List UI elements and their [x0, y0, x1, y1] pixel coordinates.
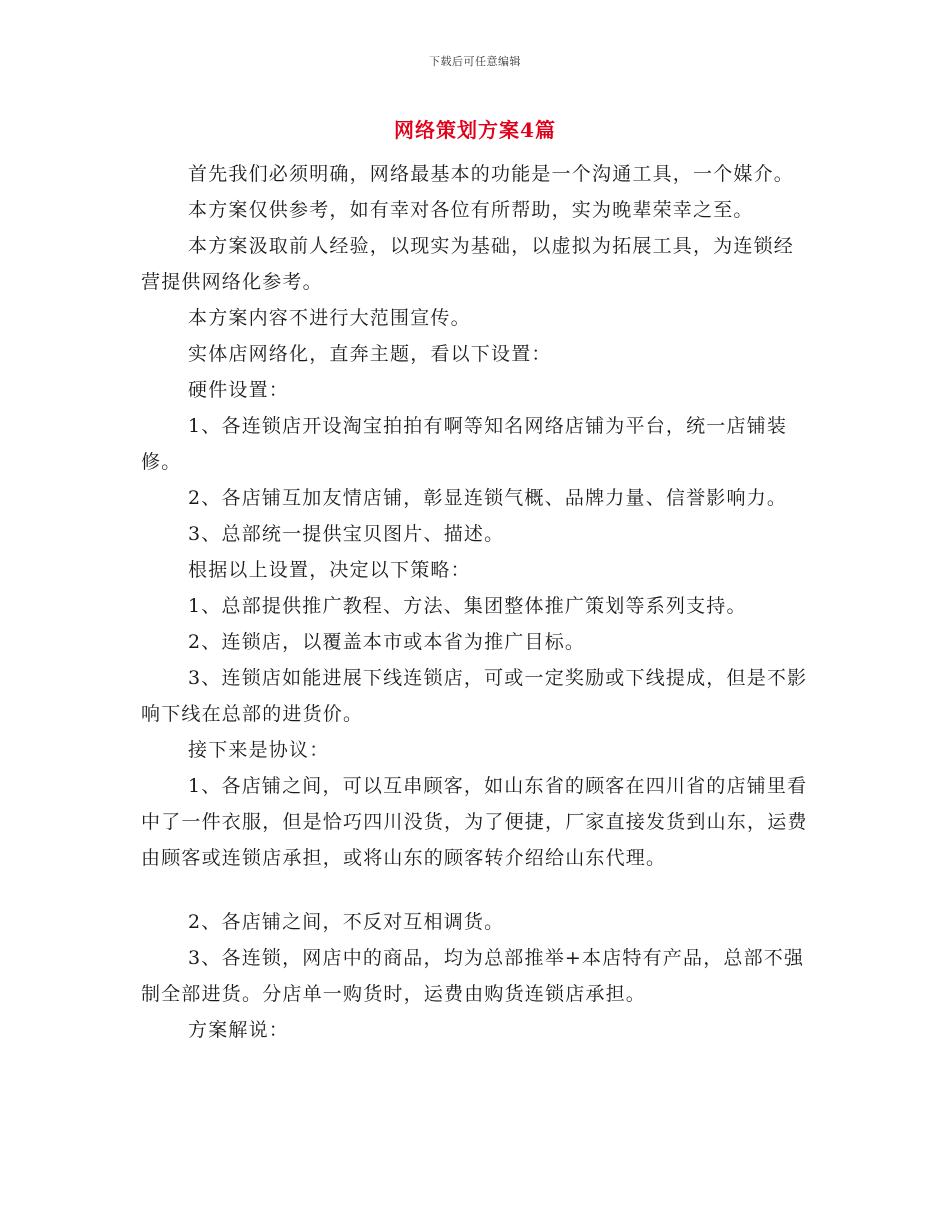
paragraph: 根据以上设置，决定以下策略： — [188, 559, 471, 581]
paragraph: 1、总部提供推广教程、方法、集团整体推广策划等系列支持。 — [188, 595, 747, 617]
paragraph: 2、各店铺互加友情店铺，彰显连锁气概、品牌力量、信誉影响力。 — [188, 487, 788, 509]
document-body — [141, 156, 813, 1048]
paragraph: 本方案仅供参考，如有幸对各位有所帮助，实为晚辈荣幸之至。 — [188, 199, 754, 221]
paragraph: 3、各连锁，网店中的商品，均为总部推举+本店特有产品，总部不强制全部进货。分店单一购货时，运费由购货连锁店承担。 — [141, 947, 805, 1005]
paragraph: 本方案汲取前人经验，以现实为基础，以虚拟为拓展工具，为连锁经营提供网络化参考。 — [141, 235, 795, 293]
paragraph: 3、连锁店如能进展下线连锁店，可或一定奖励或下线提成，但是不影响下线在总部的进货价。 — [141, 667, 808, 725]
paragraph: 2、连锁店，以覆盖本市或本省为推广目标。 — [188, 631, 586, 653]
paragraph: 本方案内容不进行大范围宣传。 — [188, 307, 471, 329]
paragraph: 3、总部统一提供宝贝图片、描述。 — [188, 523, 505, 545]
paragraph: 硬件设置： — [188, 379, 290, 401]
paragraph: 2、各店铺之间，不反对互相调货。 — [188, 911, 505, 933]
paragraph: 实体店网络化，直奔主题，看以下设置： — [188, 343, 552, 365]
paragraph: 接下来是协议： — [188, 739, 330, 761]
paragraph: 方案解说： — [188, 1019, 290, 1041]
paragraph: 1、各连锁店开设淘宝拍拍有啊等知名网络店铺为平台，统一店铺装修。 — [141, 415, 788, 473]
paragraph-spacer — [141, 876, 813, 904]
document-title: 网络策划方案4篇 — [394, 118, 556, 142]
page-header: 下载后可任意编辑 — [429, 55, 521, 68]
paragraph: 1、各店铺之间，可以互串顾客，如山东省的顾客在四川省的店铺里看中了一件衣服，但是恰巧四川没货，为了便捷，厂家直接发货到山东，运费由顾客或连锁店承担，或将山东的顾客转介绍给山东代理。 — [141, 775, 808, 869]
paragraph: 首先我们必须明确，网络最基本的功能是一个沟通工具，一个媒介。 — [188, 163, 795, 185]
